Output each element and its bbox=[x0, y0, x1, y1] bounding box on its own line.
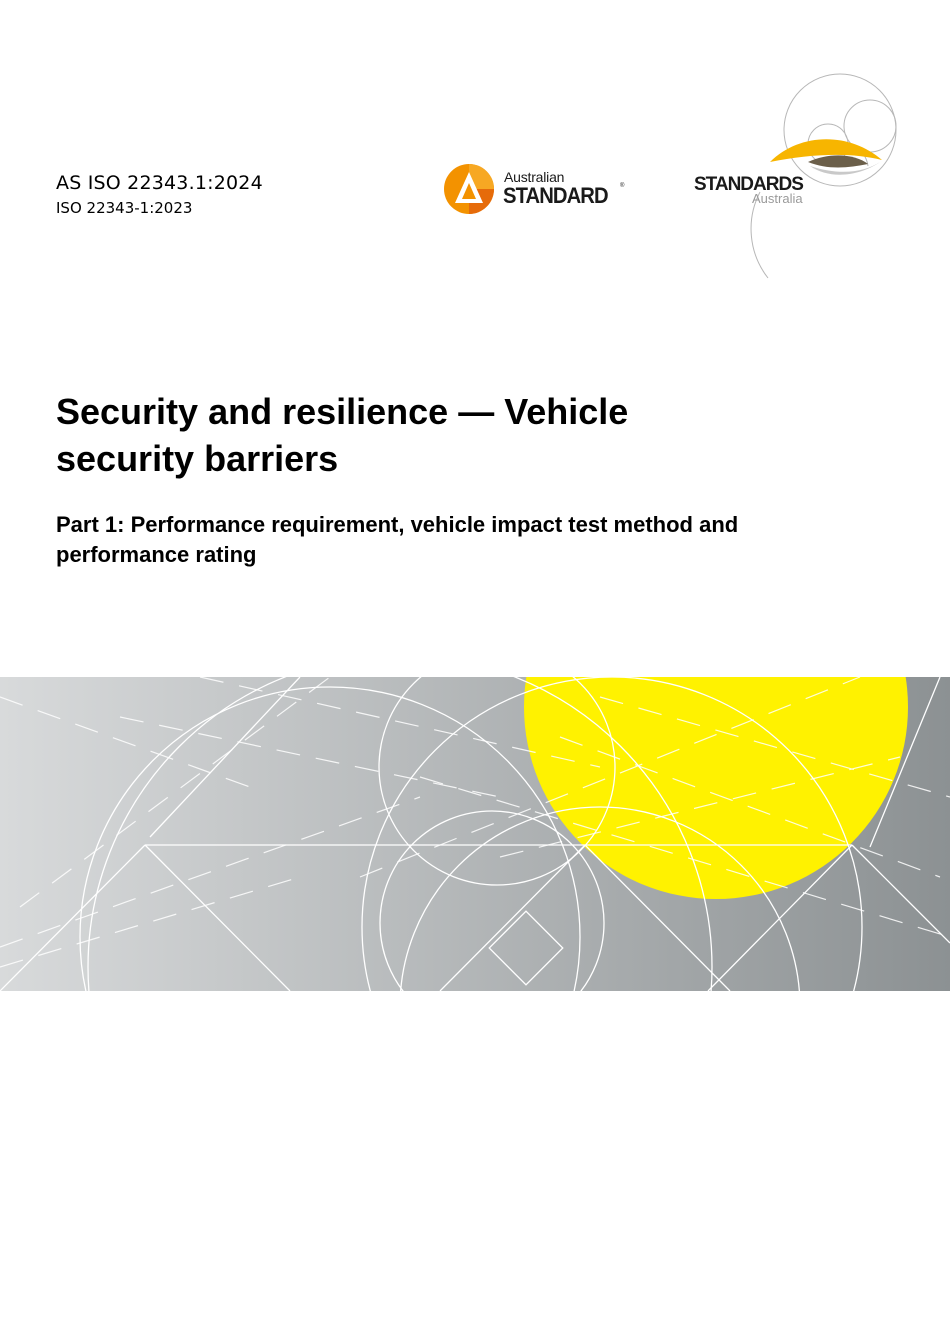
document-title: Security and resilience — Vehicle security barriers bbox=[56, 391, 629, 479]
logo-word-australia: Australia bbox=[752, 191, 803, 206]
logo-word-standard: STANDARD bbox=[503, 183, 608, 208]
logo-word-australian: Australian bbox=[504, 169, 565, 185]
registered-mark: ® bbox=[620, 183, 625, 189]
geometric-pattern-graphic bbox=[0, 677, 950, 991]
logo-word-standards: STANDARDS bbox=[694, 174, 803, 195]
standard-designation: AS ISO 22343.1:2024 bbox=[56, 172, 263, 194]
australian-standard-emblem-icon bbox=[443, 163, 497, 217]
document-subtitle: Part 1: Performance requirement, vehicle impact test method and performance rating bbox=[56, 512, 739, 567]
standards-australia-logo bbox=[690, 72, 910, 284]
iso-designation: ISO 22343-1:2023 bbox=[56, 199, 193, 217]
australian-standard-logo bbox=[443, 163, 633, 217]
decorative-banner bbox=[0, 677, 950, 991]
